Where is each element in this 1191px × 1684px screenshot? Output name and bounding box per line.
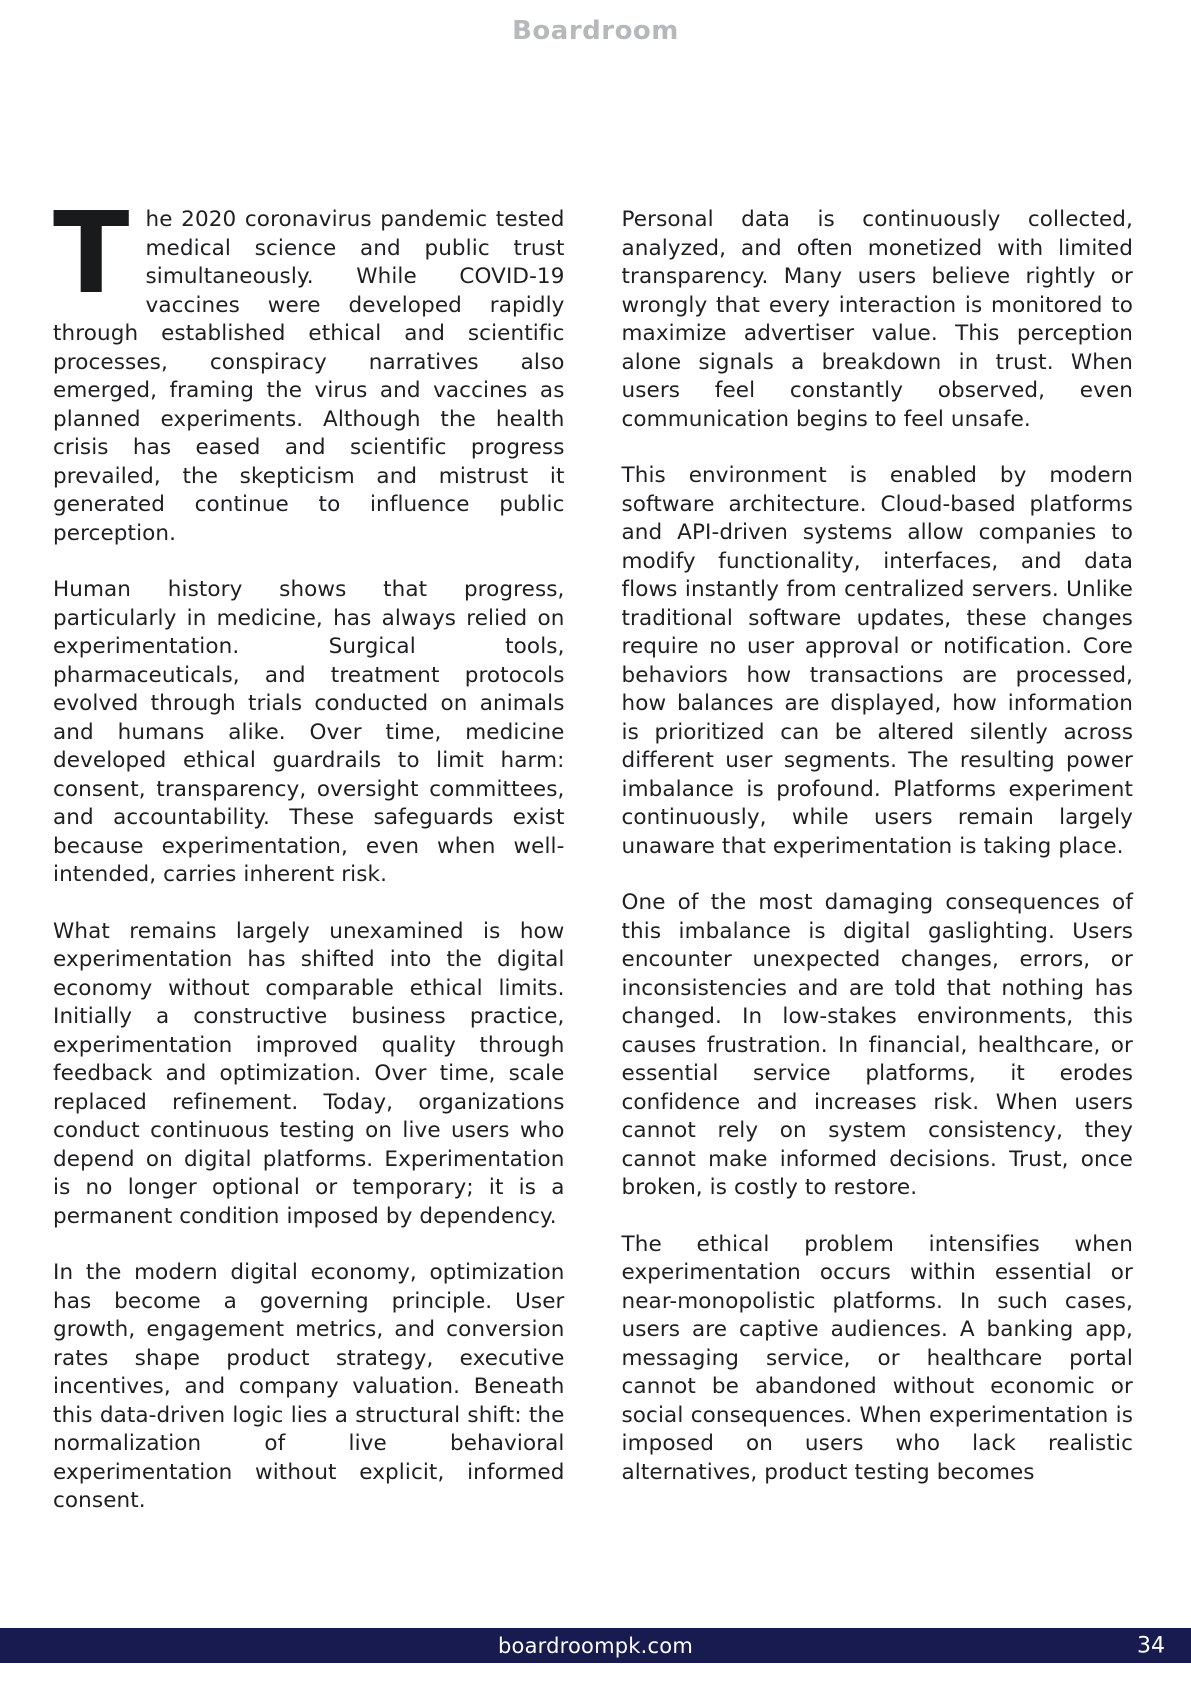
page-number: 34 <box>1137 1633 1165 1658</box>
paragraph: In the modern digital economy, optimization has become a governing principle. User growth, engagement metrics, and conversion rates shape product strategy, executive incentives, and company valuation. Beneath this data-driven logic lies a structural shift: the normalization of live behavioral experimentation without explicit, informed consent. <box>53 1260 565 1513</box>
paragraph: What remains largely unexamined is how experimentation has shifted into the digital economy without comparable ethical limits. Initially a constructive business practice, experimentation improved quality through feedback and optimization. Over time, scale replaced refinement. Today, organizations conduct continuous testing on live users who depend on digital platforms. Experimentation is no longer optional or temporary; it is a permanent condition imposed by dependency. <box>53 918 565 1229</box>
paragraph: The ethical problem intensifies when experimentation occurs within essential or near-monopolistic platforms. In such cases, users are captive audiences. A banking app, messaging service, or healthcare portal cannot be abandoned without economic or social consequences. When experimentation is imposed on users who lack realistic alternatives, product testing becomes <box>621 1231 1133 1485</box>
paragraph-text: he 2020 coronavirus pandemic tested medical science and public trust simultaneously. While COVID-19 vaccines were developed rapidly through established ethical and scientific processes, conspiracy narratives also emerged, framing the virus and vaccines as planned experiments. Although the health crisis has eased and scientific progress prevailed, the skepticism and mistrust it generated continue to influence public perception. <box>53 207 565 546</box>
article-body <box>53 189 1133 1516</box>
magazine-title: Boardroom <box>512 16 679 46</box>
footer-bar <box>0 1628 1191 1663</box>
paragraph: Human history shows that progress, particularly in medicine, has always relied on experimentation. Surgical tools, pharmaceuticals, and treatment protocols evolved through trials conducted on animals and humans alike. Over time, medicine developed ethical guardrails to limit harm: consent, transparency, oversight committees, and accountability. These safeguards exist because experimentation, even when well-intended, carries inherent risk. <box>53 577 565 887</box>
left-column <box>53 189 565 1516</box>
drop-cap-letter: T <box>53 189 130 319</box>
paragraph-dropcap <box>53 189 565 548</box>
page-header <box>0 16 1191 46</box>
paragraph: One of the most damaging consequences of this imbalance is digital gaslighting. Users encounter unexpected changes, errors, or inconsistencies and are told that nothing has changed. In low-stakes environments, this causes frustration. In financial, healthcare, or essential service platforms, it erodes confidence and increases risk. When users cannot rely on system consistency, they cannot make informed decisions. Trust, once broken, is costly to restore. <box>621 890 1133 1200</box>
paragraph: This environment is enabled by modern software architecture. Cloud-based platforms and API-driven systems allow companies to modify functionality, interfaces, and data flows instantly from centralized servers. Unlike traditional software updates, these changes require no user approval or notification. Core behaviors how transactions are processed, how balances are displayed, how information is prioritized can be altered silently across different user segments. The resulting power imbalance is profound. Platforms experiment continuously, while users remain largely unaware that experimentation is taking place. <box>621 463 1133 859</box>
paragraph: Personal data is continuously collected, analyzed, and often monetized with limited transparency. Many users believe rightly or wrongly that every interaction is monitored to maximize advertiser value. This perception alone signals a breakdown in trust. When users feel constantly observed, even communication begins to feel unsafe. <box>621 207 1133 432</box>
website-url: boardroompk.com <box>498 1633 693 1658</box>
right-column <box>622 206 1134 1516</box>
